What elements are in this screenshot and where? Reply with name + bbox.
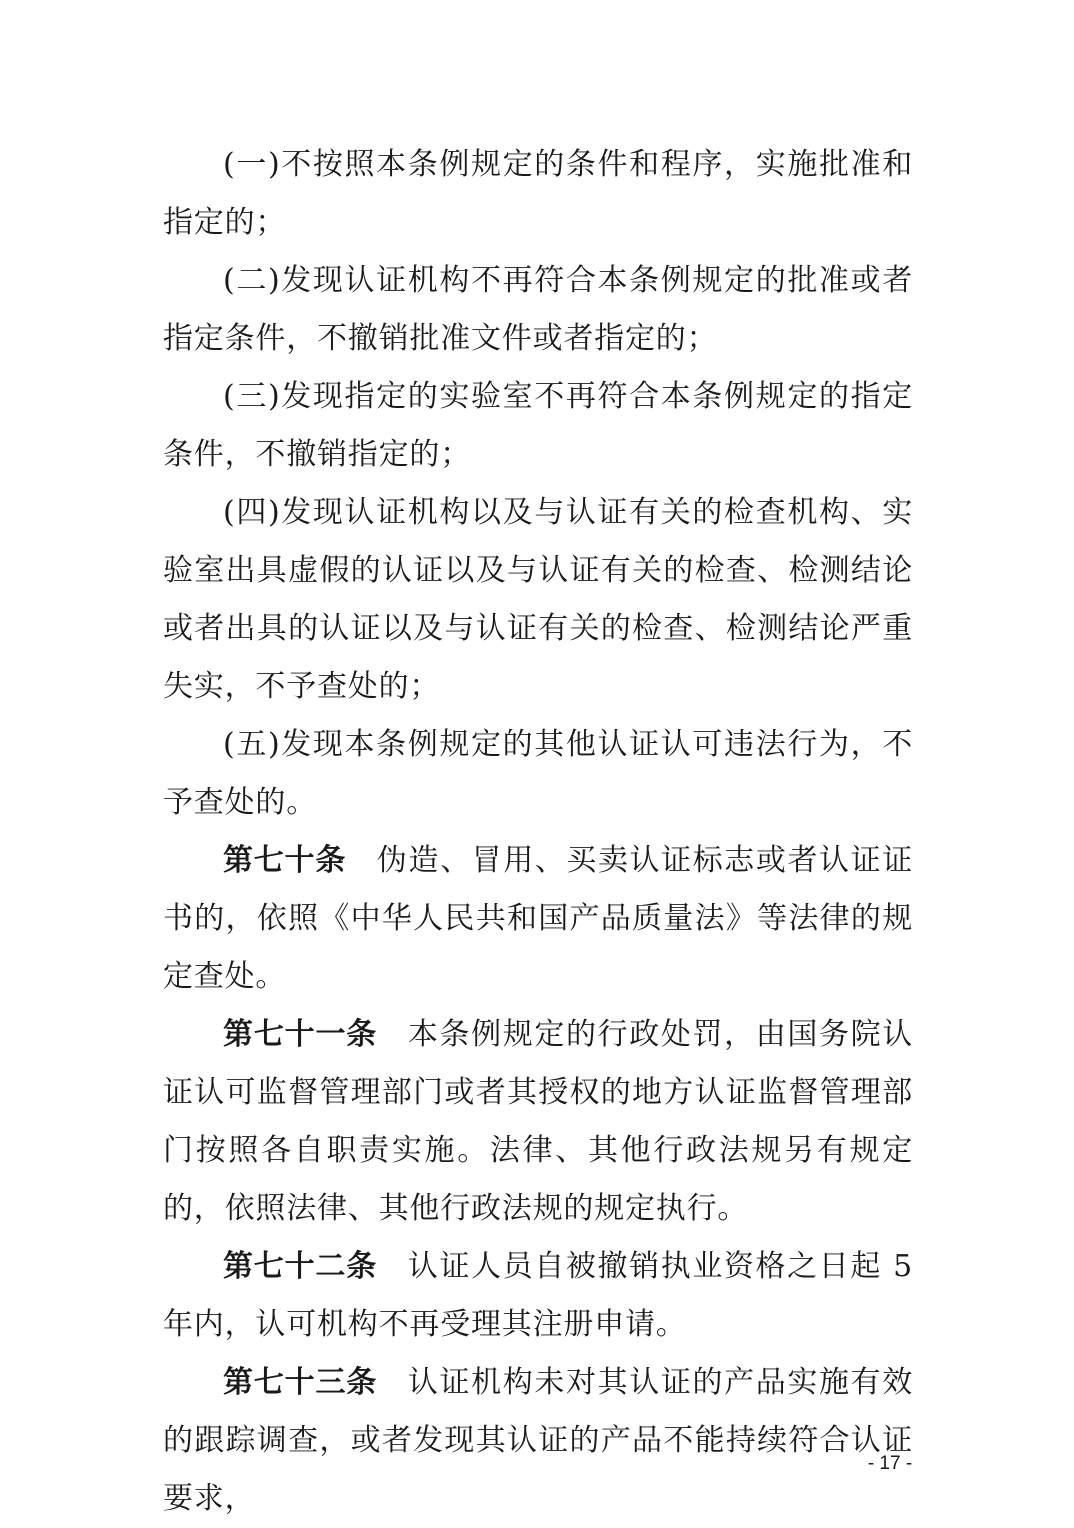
- article-71: [163, 1006, 913, 1238]
- clause-item-3-text: (三)发现指定的实验室不再符合本条例规定的指定条件，不撤销指定的；: [163, 379, 913, 472]
- page-number: - 17 -: [867, 1453, 913, 1474]
- clause-item-1-text: (一)不按照本条例规定的条件和程序，实施批准和指定的；: [163, 147, 913, 240]
- clause-item-3: [163, 368, 913, 484]
- clause-item-5: [163, 716, 913, 832]
- article-72-heading: 第七十二条: [223, 1249, 378, 1284]
- article-70: [163, 832, 913, 1006]
- article-70-heading: 第七十条: [223, 843, 347, 878]
- article-71-heading: 第七十一条: [223, 1017, 378, 1052]
- clause-item-4-text: (四)发现认证机构以及与认证有关的检查机构、实验室出具虚假的认证以及与认证有关的检查、检测结论或者出具的认证以及与认证有关的检查、检测结论严重失实，不予查处的；: [163, 495, 913, 704]
- article-73-text: 认证机构未对其认证的产品实施有效的跟踪调查，或者发现其认证的产品不能持续符合认证要求，: [163, 1365, 913, 1516]
- document-body: [163, 136, 913, 1528]
- clause-item-1: [163, 136, 913, 252]
- article-72-text: 认证人员自被撤销执业资格之日起 5 年内，认可机构不再受理其注册申请。: [163, 1249, 913, 1342]
- clause-item-2-text: (二)发现认证机构不再符合本条例规定的批准或者指定条件，不撤销批准文件或者指定的；: [163, 263, 913, 356]
- article-73: [163, 1354, 913, 1528]
- article-72: [163, 1238, 913, 1354]
- article-70-text: 伪造、冒用、买卖认证标志或者认证证书的，依照《中华人民共和国产品质量法》等法律的规定查处。: [163, 843, 913, 994]
- clause-item-2: [163, 252, 913, 368]
- clause-item-4: [163, 484, 913, 716]
- article-71-text: 本条例规定的行政处罚，由国务院认证认可监督管理部门或者其授权的地方认证监督管理部门按照各自职责实施。法律、其他行政法规另有规定的，依照法律、其他行政法规的规定执行。: [163, 1017, 913, 1226]
- clause-item-5-text: (五)发现本条例规定的其他认证认可违法行为，不予查处的。: [163, 727, 913, 820]
- article-73-heading: 第七十三条: [223, 1365, 378, 1400]
